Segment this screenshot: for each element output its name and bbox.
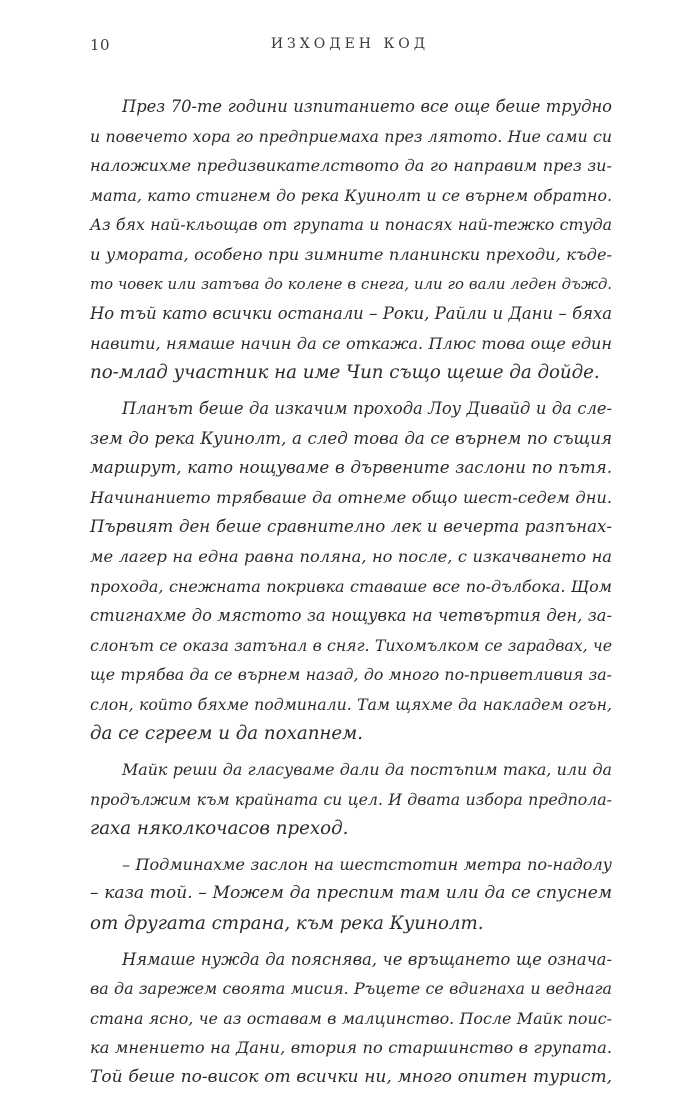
- body-text: [90, 92, 612, 1093]
- paragraph: [90, 394, 612, 749]
- text-line: мата, като стигнем до река Куинолт и се върнем обратно.: [90, 185, 612, 205]
- text-line: – каза той. – Можем да преспим там или да се спуснем: [90, 883, 612, 904]
- text-line: стана ясно, че аз оставам в малцинство. После Майк поис-: [90, 1008, 612, 1028]
- text-line: наложихме предизвикателството да го направим през зи-: [90, 156, 612, 176]
- text-line: Начинанието трябваше да отнеме общо шест-седем дни.: [90, 487, 612, 507]
- text-line: ще трябва да се върнем назад, до много по-приветливия за-: [90, 665, 612, 685]
- text-line: Майк реши да гласуваме дали да постъпим така, или да: [122, 760, 612, 780]
- text-line: слонът се оказа затънал в сняг. Тихомълком се зарадвах, че: [90, 635, 612, 655]
- text-line: През 70-те години изпитанието все още беше трудно: [122, 97, 612, 116]
- text-line: и умората, особено при зимните планински преходи, къде-: [90, 244, 612, 264]
- text-line: гаха няколкочасов преход.: [90, 818, 349, 840]
- text-line: от другата страна, към река Куинолт.: [90, 913, 484, 935]
- text-line: стигнахме до мястото за нощувка на четвъртия ден, за-: [90, 606, 612, 626]
- text-line: зем до река Куинолт, а след това да се върнем по същия: [90, 428, 612, 448]
- text-line: и повечето хора го предприемаха през лятото. Ние сами си: [90, 126, 612, 146]
- text-line: ва да зарежем своята мисия. Ръцете се вдигнаха и веднага: [90, 979, 612, 999]
- text-line: Планът беше да изкачим прохода Лоу Дивайд и да сле-: [122, 398, 612, 418]
- text-line: Първият ден беше сравнително лек и вечерта разпънах-: [90, 517, 612, 537]
- text-line: Аз бях най-кльощав от групата и понасях най-тежко студа: [90, 215, 612, 235]
- paragraph: [90, 755, 612, 844]
- text-line: маршрут, като нощуваме в дървените заслони по пътя.: [90, 458, 612, 478]
- paragraph: [90, 850, 612, 939]
- text-line: ме лагер на една равна поляна, но после, с изкачването на: [90, 546, 612, 566]
- text-line: Той беше по-висок от всички ни, много опитен турист,: [90, 1067, 612, 1087]
- text-line: слон, който бяхме подминали. Там щяхме да накладем огън,: [90, 694, 612, 714]
- page-number: 10: [90, 36, 111, 54]
- text-line: по-млад участник на име Чип също щеше да дойде.: [90, 362, 600, 384]
- text-line: Но тъй като всички останали – Роки, Райли и Дани – бяха: [90, 304, 612, 324]
- paragraph: [90, 92, 612, 388]
- text-line: то човек или затъва до колене в снега, или го вали леден дъжд.: [90, 274, 612, 293]
- text-line: – Подминахме заслон на шестстотин метра по-надолу: [122, 854, 612, 874]
- text-line: да се сгреем и да похапнем.: [90, 723, 364, 745]
- text-line: прохода, снежната покривка ставаше все по-дълбока. Щом: [90, 576, 612, 596]
- text-line: навити, нямаше начин да се откажа. Плюс това още един: [90, 333, 612, 353]
- text-line: ка мнението на Дани, втория по старшинство в групата.: [90, 1038, 612, 1058]
- text-line: Нямаше нужда да пояснява, че връщането ще означа-: [122, 949, 612, 969]
- text-line: продължим към крайната си цел. И двата избора предпола-: [90, 789, 612, 809]
- running-title: ИЗХОДЕН КОД: [270, 36, 430, 52]
- paragraph: [90, 945, 612, 1093]
